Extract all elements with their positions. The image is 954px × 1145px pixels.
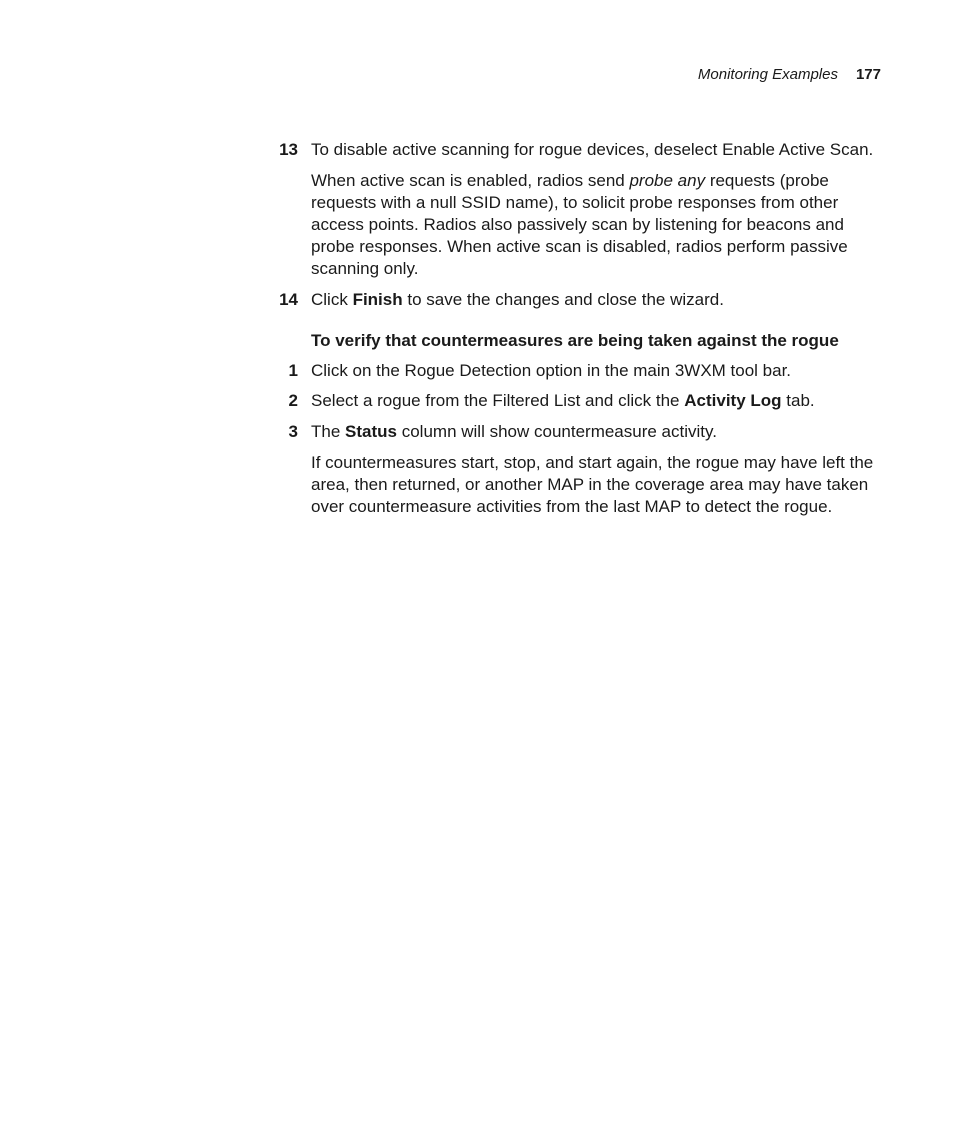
note-text-post: requests (probe requests with a null SSID name), to solicit probe responses from other access points. Radios also passively scan by listening for beacons and probe responses. When active scan is disabled, radios perform passive scanning only. bbox=[311, 171, 848, 278]
page-header bbox=[0, 66, 881, 83]
step-number: 2 bbox=[288, 391, 298, 410]
note-paragraph bbox=[311, 170, 876, 280]
step-text-bold: Finish bbox=[352, 290, 403, 309]
running-header-section: Monitoring Examples bbox=[697, 66, 838, 83]
step-text: Click on the Rogue Detection option in the main 3WXM tool bar. bbox=[311, 361, 792, 380]
procedure-title: To verify that countermeasures are being taken against the rogue bbox=[311, 331, 839, 350]
step-number: 3 bbox=[288, 422, 298, 441]
step-text: To disable active scanning for rogue devices, deselect Enable Active Scan. bbox=[311, 140, 874, 159]
step-text-pre: The bbox=[311, 422, 346, 441]
step-number: 14 bbox=[279, 290, 298, 309]
step-text-bold: Status bbox=[345, 422, 397, 441]
step-text-pre: Select a rogue from the Filtered List and click the bbox=[311, 391, 685, 410]
note-text-pre: When active scan is enabled, radios send bbox=[311, 171, 630, 190]
note-paragraph: If countermeasures start, stop, and start again, the rogue may have left the area, then returned, or another MAP in the coverage area may have taken over countermeasure activities from the last MAP to detect the rogue. bbox=[311, 453, 874, 516]
step-text-pre: Click bbox=[311, 290, 353, 309]
note-text-italic: probe any bbox=[629, 171, 706, 190]
step-text bbox=[311, 390, 891, 412]
step-text-bold: Activity Log bbox=[684, 391, 782, 410]
step-text-post: to save the changes and close the wizard. bbox=[402, 290, 724, 309]
step-number: 1 bbox=[288, 361, 298, 380]
step-text-post: tab. bbox=[781, 391, 815, 410]
step-text bbox=[311, 289, 891, 311]
step-text bbox=[311, 421, 891, 443]
step-text-post: column will show countermeasure activity. bbox=[397, 422, 717, 441]
step-number: 13 bbox=[279, 140, 298, 159]
page-number: 177 bbox=[855, 66, 881, 83]
